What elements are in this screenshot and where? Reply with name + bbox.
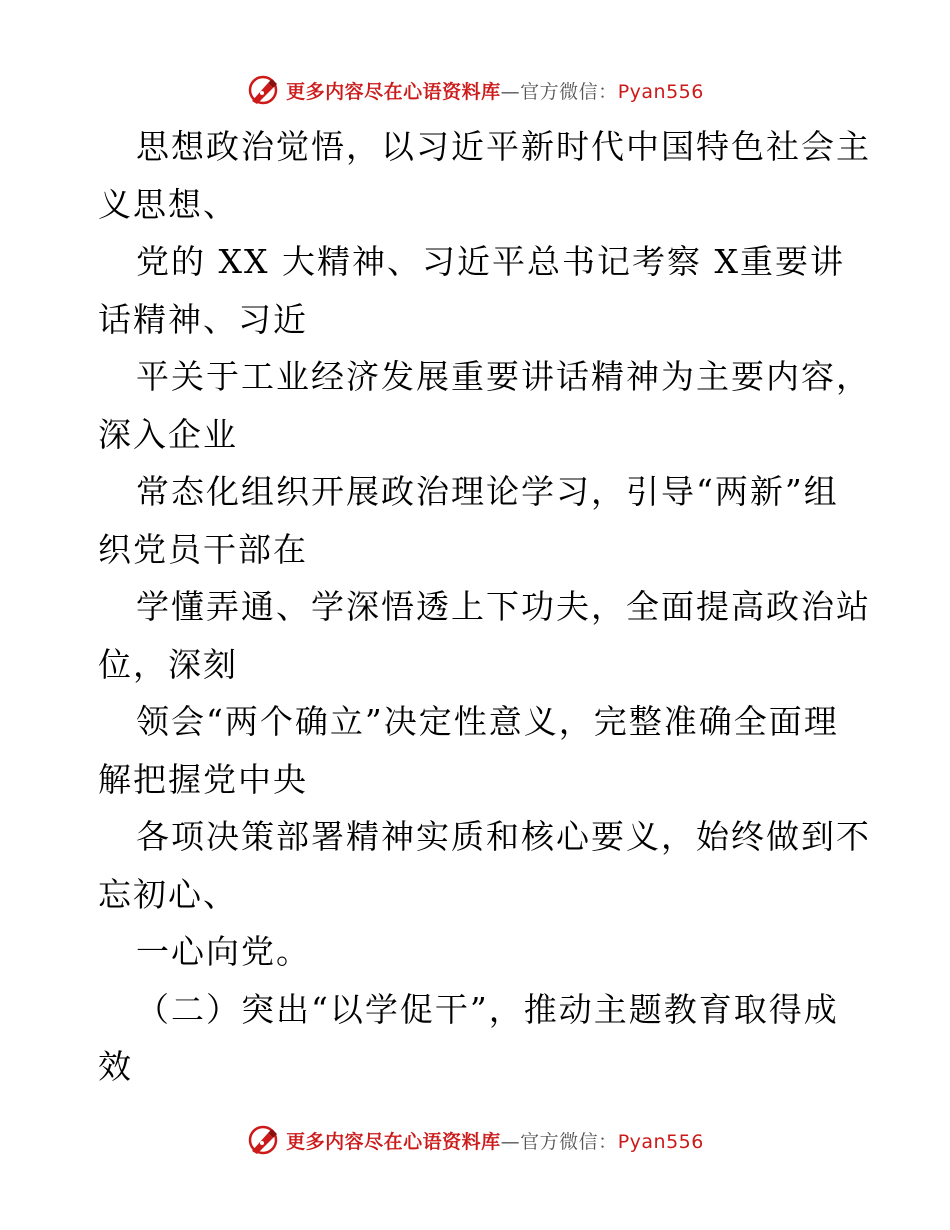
paragraph-line: 各项决策部署精神实质和核心要义，始终做到不 [136,817,871,856]
watermark-text [286,1127,704,1154]
header-watermark [0,70,950,110]
watermark-wechat-label: 官方微信： [520,80,618,103]
paragraph-line: 常态化组织开展政治理论学习，引导“两新”组 [136,472,839,511]
paragraph-line: 义思想、 [98,184,238,224]
paragraph-line: 学懂弄通、学深悟透上下功夫，全面提高政治站 [136,587,871,626]
paragraph-line: 解把握党中央 [98,759,308,799]
watermark-text [286,77,704,104]
document-body [98,118,871,1096]
pen-nib-logo-icon [246,73,280,107]
paragraph-line: 忘初心、 [98,874,238,914]
footer-watermark [0,1120,950,1160]
watermark-dash: — [500,1130,521,1153]
paragraph-line: 平关于工业经济发展重要讲话精神为主要内容， [136,357,871,396]
watermark-wechat-id: Pyan556 [617,1130,704,1153]
watermark-wechat-id: Pyan556 [617,80,704,103]
watermark-brand: 更多内容尽在心语资料库 [286,1130,501,1153]
section-heading: （二）突出“以学促干”，推动主题教育取得成 [136,989,839,1029]
paragraph-line: 党的 XX 大精神、习近平总书记考察 X重要讲 [136,242,845,281]
watermark-dash: — [500,80,521,103]
paragraph-line: 思想政治觉悟，以习近平新时代中国特色社会主 [136,127,871,166]
paragraph-line: 深入企业 [98,414,238,454]
paragraph-line: 效 [98,1047,133,1086]
paragraph-line: 领会“两个确立”决定性意义，完整准确全面理 [136,702,839,741]
paragraph-line: 位，深刻 [98,644,238,684]
watermark-wechat-label: 官方微信： [520,1130,618,1153]
watermark-brand: 更多内容尽在心语资料库 [286,80,501,103]
paragraph-line: 话精神、习近 [98,299,308,339]
pen-nib-logo-icon [246,1123,280,1157]
paragraph-line: 织党员干部在 [98,529,308,569]
paragraph-line: 一心向党。 [136,932,311,971]
